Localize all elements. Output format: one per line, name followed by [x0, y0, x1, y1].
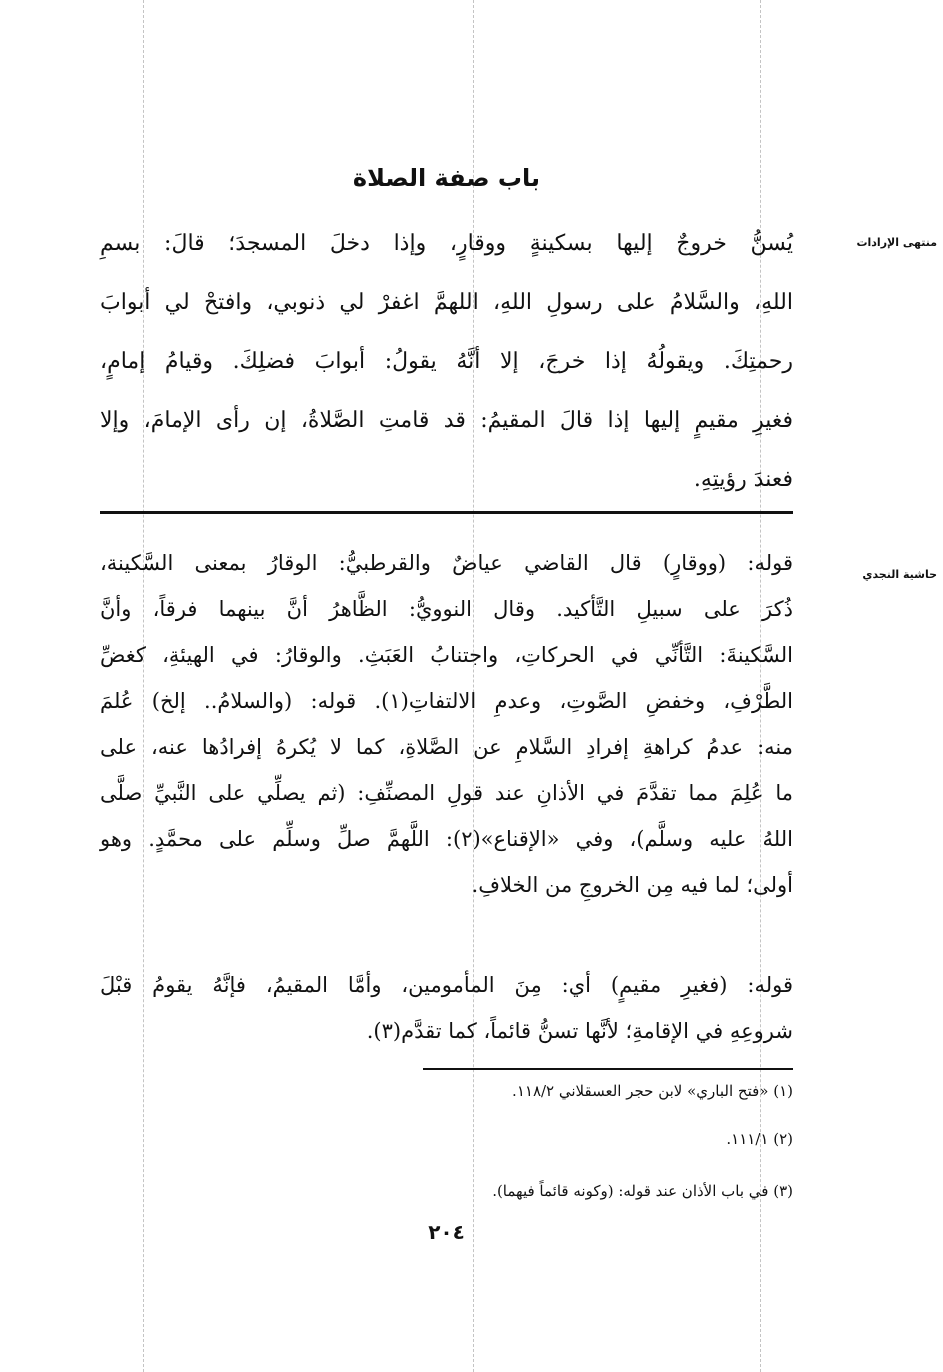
main-text-line: اللهِ، والسَّلامُ على رسولِ اللهِ، اللهمَّ اغفرْ لي ذنوبي، وافتحْ لي أبوابَ — [100, 290, 793, 315]
page-title: باب صفة الصلاة — [352, 164, 541, 192]
main-text-line: يُسنُّ خروجٌ إليها بسكينةٍ ووقارٍ، وإذا دخلَ المسجدَ؛ قالَ: بسمِ — [100, 231, 793, 256]
commentary-line: ذُكرَ على سبيلِ التَّأكيد. وقال النوويُّ: الظَّاهرُ أنَّ بينهما فرقاً، وأنَّ — [100, 597, 793, 621]
margin-label-main: منتهى الإرادات — [856, 236, 937, 249]
commentary-line: شروعِهِ في الإقامةِ؛ لأنَّها تسنُّ قائماً، كما تقدَّم(٣). — [366, 1019, 793, 1043]
main-text-line: فعندَ رؤيتِهِ. — [693, 467, 793, 492]
commentary-line: قوله: (فغيرِ مقيمٍ) أي: مِنَ المأمومين، وأمَّا المقيمُ، فإنَّهُ يقومُ قبْلَ — [100, 973, 793, 997]
footnote-3: (٣) في باب الأذان عند قوله: (وكونه قائماً فيهما). — [492, 1182, 793, 1200]
commentary-line: الطَّرْفِ، وخفضِ الصَّوتِ، وعدمِ الالتفاتِ(١). قوله: (والسلامُ.. إلخ) عُلمَ — [100, 689, 793, 713]
margin-label-commentary: حاشية النجدي — [862, 568, 937, 581]
main-text-line: فغيرِ مقيمٍ إليها إذا قالَ المقيمُ: قد قامتِ الصَّلاةُ، إن رأى الإمامَ، وإلا — [100, 408, 793, 433]
section-divider — [100, 511, 793, 514]
main-text — [100, 214, 793, 509]
footnote-divider — [423, 1068, 793, 1070]
commentary-line: السَّكينةَ: التَّأنِّي في الحركاتِ، واجتنابُ العَبَثِ. والوقارُ: في الهيئةِ، كغضِّ — [100, 643, 793, 667]
commentary-paragraph-2 — [100, 962, 793, 1054]
footnote-1: (١) «فتح الباري» لابن حجر العسقلاني ١١٨/٢. — [512, 1082, 793, 1100]
commentary-line: منه: عدمُ كراهةِ إفرادِ السَّلامِ عن الصَّلاةِ، كما لا يُكرهُ إفرادُها عنه، على — [100, 735, 793, 759]
footnote-2: (٢) ١١١/١. — [726, 1130, 793, 1148]
main-text-line: رحمتِكَ. ويقولُهُ إذا خرجَ، إلا أنَّهُ يقولُ: أبوابَ فضلِكَ. وقيامُ إمامٍ، — [100, 349, 793, 374]
page-number: ٢٠٤ — [428, 1220, 465, 1244]
commentary-line: اللهُ عليه وسلَّم)، وفي «الإقناع»(٢): اللَّهمَّ صلِّ وسلِّم على محمَّدٍ. وهو — [100, 827, 793, 851]
commentary-line: ما عُلِمَ مما تقدَّمَ في الأذانِ عند قولِ المصنِّفِ: (ثم يصلِّي على النَّبيِّ صلَّى — [100, 781, 793, 805]
commentary-line: قوله: (ووقارٍ) قال القاضي عياضٌ والقرطبيُّ: الوقارُ بمعنى السَّكينة، — [100, 551, 793, 575]
commentary-paragraph-1 — [100, 540, 793, 908]
commentary-line: أولى؛ لما فيه مِن الخروجِ من الخلافِ. — [471, 873, 793, 897]
